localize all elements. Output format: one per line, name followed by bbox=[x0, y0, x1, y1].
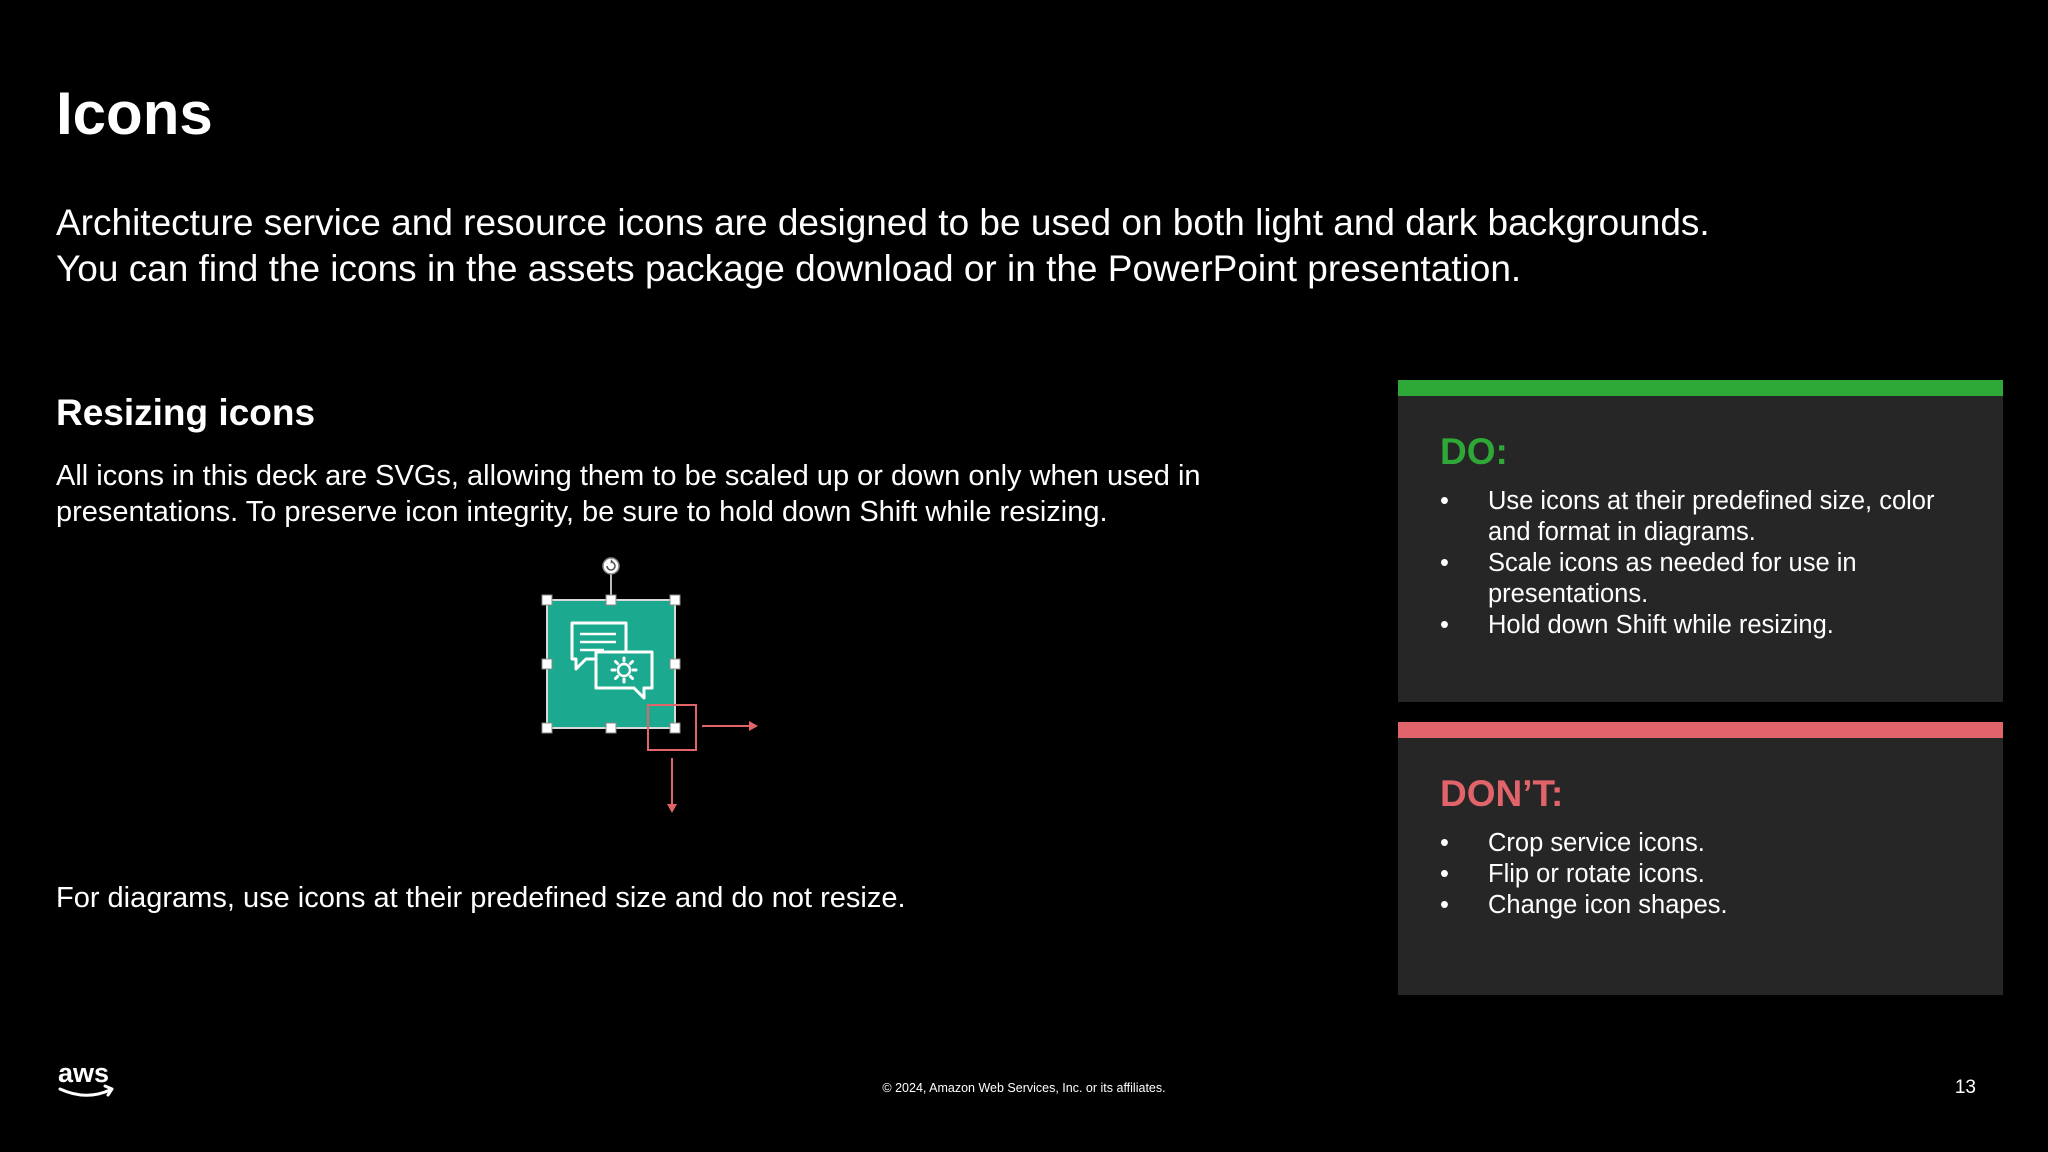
bullet: • bbox=[1440, 487, 1449, 515]
do-list-item bbox=[1440, 610, 1980, 641]
dont-list-item-text: Flip or rotate icons. bbox=[1488, 860, 1705, 888]
resizing-body-line: presentations. To preserve icon integrity, be sure to hold down Shift while resizing. bbox=[56, 496, 1108, 528]
do-list-item-text: Scale icons as needed for use in presentations. bbox=[1488, 549, 1857, 608]
diagram-note: For diagrams, use icons at their predefined size and do not resize. bbox=[56, 882, 906, 914]
resizing-body-line: All icons in this deck are SVGs, allowing them to be scaled up or down only when used in bbox=[56, 460, 1201, 492]
intro-line: You can find the icons in the assets package download or in the PowerPoint presentation. bbox=[56, 248, 1522, 289]
do-panel bbox=[1398, 380, 2003, 702]
dont-list-item bbox=[1440, 859, 1980, 890]
arrow-down-icon bbox=[667, 758, 677, 813]
dont-list-item-text: Crop service icons. bbox=[1488, 829, 1705, 857]
aws-logo-text: aws bbox=[58, 1058, 110, 1088]
bullet: • bbox=[1440, 829, 1449, 857]
chat-settings-icon bbox=[547, 600, 675, 728]
do-list bbox=[1440, 486, 1980, 641]
slide-title: Icons bbox=[56, 80, 213, 147]
bullet: • bbox=[1440, 860, 1449, 888]
do-list-item bbox=[1440, 548, 1980, 610]
arrow-right-icon bbox=[702, 721, 758, 731]
do-list-item-text: Hold down Shift while resizing. bbox=[1488, 611, 1834, 639]
resizing-body bbox=[56, 458, 1201, 530]
intro-text bbox=[56, 200, 1906, 292]
do-heading: DO: bbox=[1440, 431, 1508, 472]
resize-diagram bbox=[530, 550, 770, 820]
do-list-item bbox=[1440, 486, 1980, 548]
dont-panel bbox=[1398, 722, 2003, 995]
bullet: • bbox=[1440, 611, 1449, 639]
dont-list-item bbox=[1440, 890, 1980, 921]
do-accent-bar bbox=[1398, 380, 2003, 396]
dont-heading: DON’T: bbox=[1440, 773, 1564, 814]
page-number: 13 bbox=[1954, 1077, 1976, 1098]
copyright-text: © 2024, Amazon Web Services, Inc. or its affiliates. bbox=[882, 1081, 1166, 1095]
intro-line: Architecture service and resource icons are designed to be used on both light and dark backgrounds. bbox=[56, 202, 1710, 243]
rotate-handle-icon bbox=[603, 558, 619, 574]
resizing-heading: Resizing icons bbox=[56, 392, 316, 433]
resize-illustration bbox=[530, 550, 770, 820]
bullet: • bbox=[1440, 891, 1449, 919]
bullet: • bbox=[1440, 549, 1449, 577]
dont-accent-bar bbox=[1398, 722, 2003, 738]
do-list-item-text: Use icons at their predefined size, color and format in diagrams. bbox=[1488, 487, 1935, 546]
dont-list-item bbox=[1440, 828, 1980, 859]
dont-list bbox=[1440, 828, 1980, 921]
dont-list-item-text: Change icon shapes. bbox=[1488, 891, 1728, 919]
